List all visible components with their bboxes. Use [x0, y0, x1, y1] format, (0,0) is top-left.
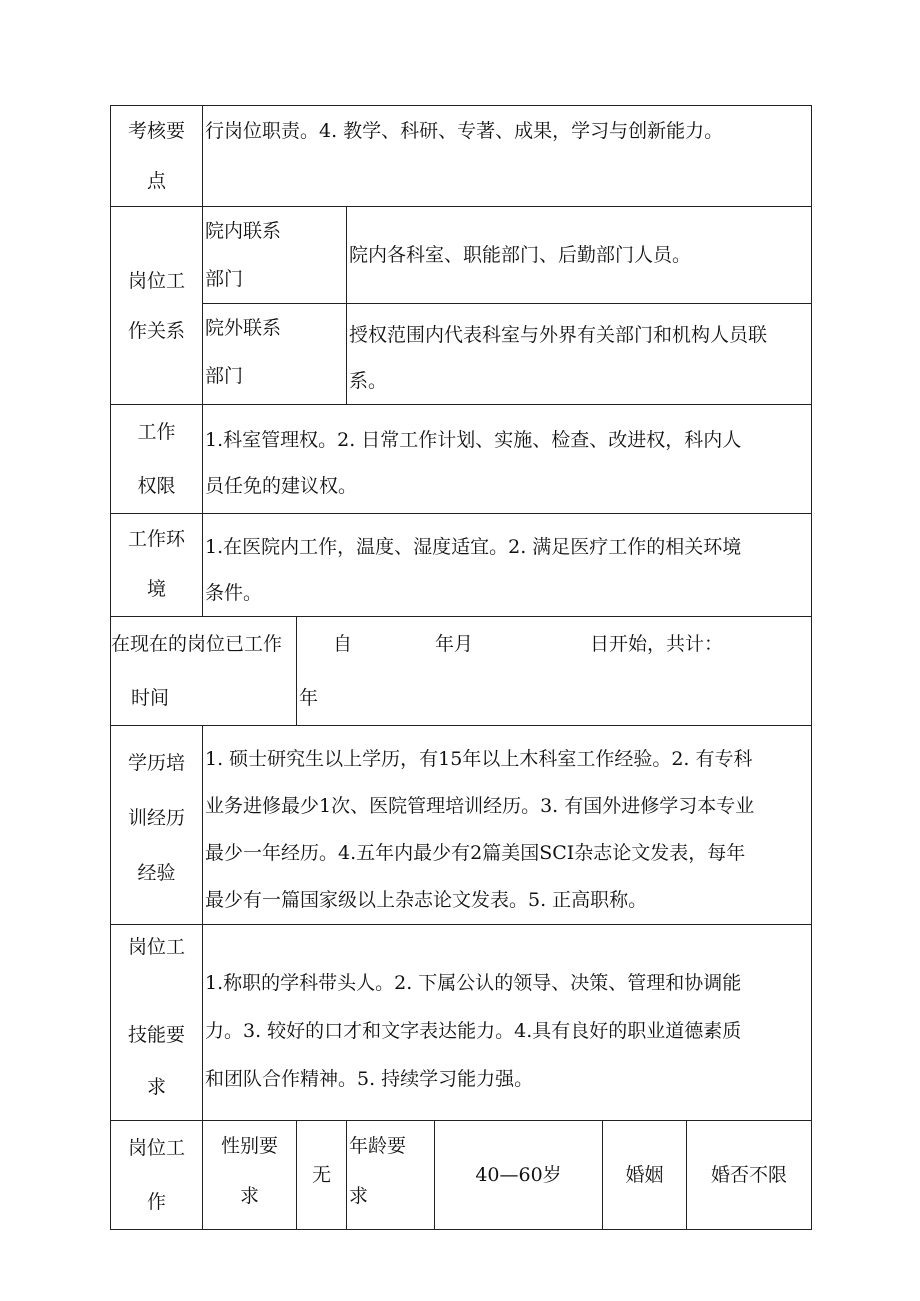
outer-dept-text-line2: 系。 — [349, 370, 388, 392]
outer-dept-content — [347, 304, 812, 405]
tenure-from: 自 — [333, 633, 353, 655]
authority-label-line1: 工作 — [137, 421, 176, 443]
assessment-label-line2: 点 — [146, 170, 166, 192]
skills-label-line2: 技能要 — [127, 1024, 185, 1046]
row-skills — [111, 925, 812, 1121]
outer-dept-text-line1: 授权范围内代表科室与外界有关部门和机构人员联 — [349, 324, 768, 346]
outer-dept-label — [203, 304, 347, 405]
requirements-label — [111, 1121, 203, 1230]
age-label — [347, 1121, 435, 1230]
gender-label — [203, 1121, 297, 1230]
environment-label-line1: 工作环 — [127, 528, 185, 550]
tenure-years: 年 — [299, 687, 319, 709]
row-relations-inner — [111, 207, 812, 304]
requirements-label-line2: 作 — [146, 1191, 166, 1213]
tenure-line1 — [297, 617, 811, 671]
inner-dept-label-line1: 院内联系 — [205, 220, 282, 242]
tenure-content — [297, 617, 812, 726]
row-requirements — [111, 1121, 812, 1230]
environment-content — [203, 514, 812, 617]
row-assessment — [111, 106, 812, 207]
marriage-label-text: 婚姻 — [625, 1164, 664, 1186]
outer-dept-label-line1: 院外联系 — [205, 317, 282, 339]
age-value — [435, 1121, 603, 1230]
skills-label — [111, 925, 203, 1121]
inner-dept-label-line2: 部门 — [205, 268, 244, 290]
education-label-line2: 训经历 — [127, 807, 185, 829]
education-text-line3: 最少一年经历。4.五年内最少有2篇美国SCI杂志论文发表，每年 — [205, 842, 746, 864]
age-label-line1: 年龄要 — [349, 1135, 407, 1157]
job-description-table — [110, 105, 812, 1230]
skills-content — [203, 925, 812, 1121]
requirements-label-line1: 岗位工 — [127, 1137, 185, 1159]
row-environment — [111, 514, 812, 617]
row-authority — [111, 405, 812, 514]
relations-label-line1: 岗位工 — [127, 269, 185, 292]
assessment-content — [203, 106, 812, 207]
row-relations-outer — [111, 304, 812, 405]
authority-label — [111, 405, 203, 514]
assessment-label — [111, 106, 203, 207]
tenure-day-start: 日开始，共计： — [590, 633, 724, 655]
assessment-label-line1: 考核要 — [127, 120, 185, 142]
age-label-line2: 求 — [349, 1185, 369, 1207]
education-label — [111, 726, 203, 925]
inner-dept-text: 院内各科室、职能部门、后勤部门人员。 — [349, 244, 692, 266]
skills-text-line2: 力。3. 较好的口才和文字表达能力。4.具有良好的职业道德素质 — [205, 1020, 742, 1042]
education-text-line4: 最少有一篇国家级以上杂志论文发表。5. 正高职称。 — [205, 889, 648, 911]
tenure-year-month: 年月 — [435, 633, 474, 655]
environment-label-line2: 境 — [146, 578, 166, 600]
environment-text-line1: 1.在医院内工作，温度、湿度适宜。2. 满足医疗工作的相关环境 — [205, 536, 742, 558]
skills-label-line1: 岗位工 — [127, 936, 185, 958]
tenure-label — [111, 617, 297, 726]
education-content — [203, 726, 812, 925]
skills-text-line1: 1.称职的学科带头人。2. 下属公认的领导、决策、管理和协调能 — [205, 972, 742, 994]
inner-dept-label — [203, 207, 347, 304]
assessment-text: 行岗位职责。4. 教学、科研、专著、成果，学习与创新能力。 — [205, 120, 724, 142]
authority-content — [203, 405, 812, 514]
authority-text-line2: 员任免的建议权。 — [205, 475, 358, 497]
marriage-label — [603, 1121, 687, 1230]
row-education — [111, 726, 812, 925]
environment-text-line2: 条件。 — [205, 582, 263, 604]
gender-label-line1: 性别要 — [220, 1135, 278, 1157]
relations-label — [111, 207, 203, 405]
tenure-label-line1: 在现在的岗位已工作 — [111, 633, 283, 655]
education-text-line2: 业务进修最少1次、医院管理培训经历。3. 有国外进修学习本专业 — [205, 795, 755, 817]
authority-label-line2: 权限 — [137, 475, 176, 497]
environment-label — [111, 514, 203, 617]
row-tenure — [111, 617, 812, 726]
marriage-value — [687, 1121, 812, 1230]
education-label-line3: 经验 — [137, 862, 176, 884]
outer-dept-label-line2: 部门 — [205, 365, 244, 387]
gender-value — [297, 1121, 347, 1230]
education-label-line1: 学历培 — [127, 752, 185, 774]
education-text-line1: 1. 硕士研究生以上学历，有15年以上木科室工作经验。2. 有专科 — [205, 748, 753, 770]
gender-label-line2: 求 — [239, 1185, 259, 1207]
skills-label-line3: 求 — [146, 1076, 166, 1098]
inner-dept-content — [347, 207, 812, 304]
tenure-label-line2: 时间 — [131, 687, 170, 709]
relations-label-line2: 作关系 — [127, 319, 185, 342]
age-value-text: 40—60岁 — [475, 1164, 562, 1186]
skills-text-line3: 和团队合作精神。5. 持续学习能力强。 — [205, 1068, 534, 1090]
marriage-value-text: 婚否不限 — [711, 1164, 788, 1186]
authority-text-line1: 1.科室管理权。2. 日常工作计划、实施、检查、改进权，科内人 — [205, 429, 742, 451]
gender-value-text: 无 — [311, 1164, 331, 1186]
